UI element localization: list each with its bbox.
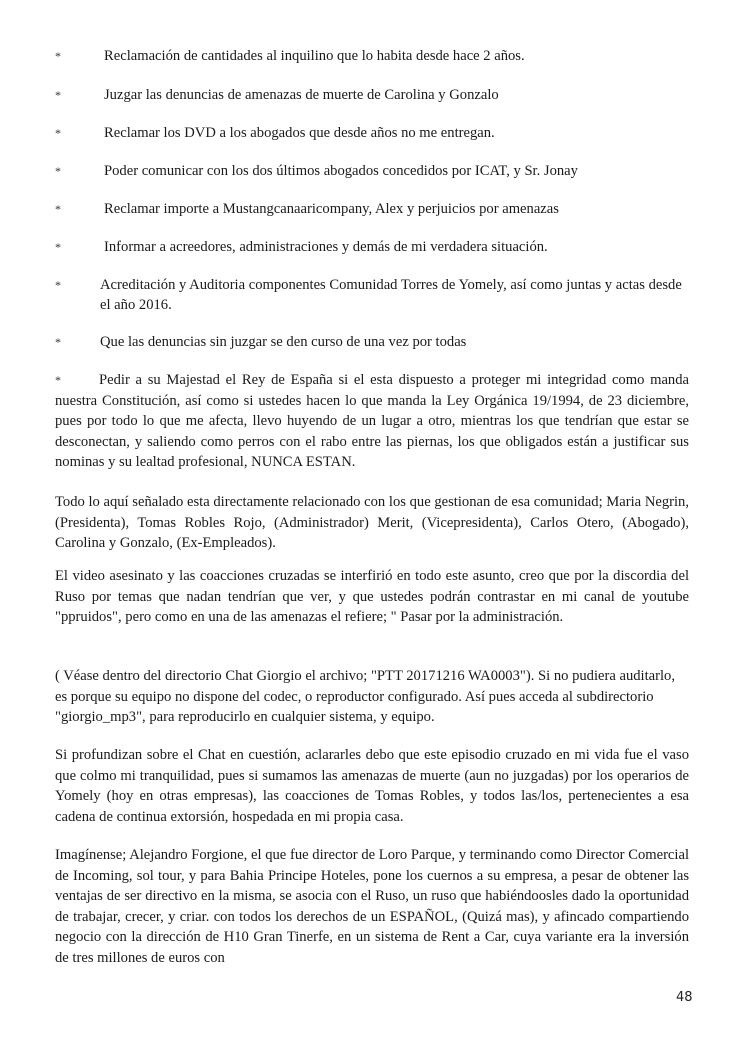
paragraph: El video asesinato y las coacciones cruzadas se interfirió en todo este asunto, creo que por la discordia del Ruso por temas que nadan tendrían que ver, y que ustedes podrán contrastar en mi canal de youtube "ppruidos", pero como en una de las amenazas el refiere; " Pasar por la administración. xyxy=(55,568,689,625)
bullet-text: Juzgar las denuncias de amenazas de muerte de Carolina y Gonzalo xyxy=(104,87,499,103)
bullet-text: Reclamar los DVD a los abogados que desde años no me entregan. xyxy=(104,125,495,141)
asterisk-bullet-icon: * xyxy=(55,164,61,178)
paragraph: Si profundizan sobre el Chat en cuestión, aclararles debo que este episodio cruzado en mi vida fue el vaso que colmo mi tranquilidad, pues si sumamos las amenazas de muerte (aun no juzgadas) por los operarios de Yomely (hoy en otras empresas), las coacciones de Tomas Robles, y todos las/los, pertenecientes a esa cadena de continua extorsión, hospedada en mi propia casa. xyxy=(55,747,689,825)
asterisk-bullet-icon: * xyxy=(55,335,61,349)
asterisk-bullet-icon: * xyxy=(55,126,61,140)
bullet-text: Poder comunicar con los dos últimos abogados concedidos por ICAT, y Sr. Jonay xyxy=(104,163,578,179)
asterisk-bullet-icon: * xyxy=(55,49,61,63)
bullet-text: Que las denuncias sin juzgar se den curso de una vez por todas xyxy=(100,334,467,350)
bullet-text: Pedir a su Majestad el Rey de España si el esta dispuesto a proteger mi integridad como manda nuestra Constitución, así como si ustedes hacen lo que manda la Ley Orgánica 19/1994, de 23 diciembre, pues por todo lo que me afecta, llevo huyendo de un lugar a otro, mientras los que tendrían que estar se desconectan, y saliendo como perros con el rabo entre las piernas, los que obligados están a justificar sus nominas y su lealtad profesional, NUNCA ESTAN. xyxy=(55,372,689,470)
asterisk-bullet-icon: * xyxy=(55,240,61,254)
asterisk-bullet-icon: * xyxy=(55,88,61,102)
bullet-text: Reclamación de cantidades al inquilino que lo habita desde hace 2 años. xyxy=(104,48,525,64)
bullet-item xyxy=(55,370,689,473)
asterisk-bullet-icon: * xyxy=(55,202,61,216)
bullet-text: Informar a acreedores, administraciones y demás de mi verdadera situación. xyxy=(104,239,548,255)
bullet-item xyxy=(55,275,695,315)
page-number: 48 xyxy=(676,990,693,1005)
bullet-text: Acreditación y Auditoria componentes Comunidad Torres de Yomely, así como juntas y actas desde el año 2016. xyxy=(100,277,682,313)
paragraph: ( Véase dentro del directorio Chat Giorgio el archivo; "PTT 20171216 WA0003"). Si no pudiera auditarlo, es porque su equipo no dispone del codec, o reproductor configurado. Así pues acceda al subdirectorio "giorgio_mp3", para reproducirlo en cualquier sistema, y equipo. xyxy=(55,668,675,725)
paragraph: Imagínense; Alejandro Forgione, el que fue director de Loro Parque, y terminando como Director Comercial de Incoming, sol tour, y para Bahia Principe Hoteles, pone los cuernos a su empresa, a pesar de obtener las ventajas de ser directivo en la misma, se asocia con el Ruso, un ruso que habiéndoosles dado la oportunidad de trabajar, crecer, y criar. con todos los derechos de un ESPAÑOL, (Quizá mas), y afincado compartiendo negocio con la dirección de H10 Gran Tinerfe, en un sistema de Rent a Car, cuya variante era la inversión de tres millones de euros con xyxy=(55,847,689,966)
bullet-item xyxy=(55,46,695,66)
asterisk-bullet-icon: * xyxy=(55,373,61,387)
bullet-text: Reclamar importe a Mustangcanaaricompany, Alex y perjuicios por amenazas xyxy=(104,201,559,217)
bullet-item xyxy=(55,332,695,352)
asterisk-bullet-icon: * xyxy=(55,278,61,292)
bullet-item xyxy=(55,199,695,219)
paragraph: Todo lo aquí señalado esta directamente relacionado con los que gestionan de esa comunidad; Maria Negrin, (Presidenta), Tomas Robles Rojo, (Administrador) Merit, (Vicepresidenta), Carlos Otero, (Abogado), Carolina y Gonzalo, (Ex-Empleados). xyxy=(55,494,689,551)
bullet-item xyxy=(55,85,695,105)
bullet-item xyxy=(55,161,695,181)
bullet-item xyxy=(55,123,695,143)
bullet-item xyxy=(55,237,695,257)
